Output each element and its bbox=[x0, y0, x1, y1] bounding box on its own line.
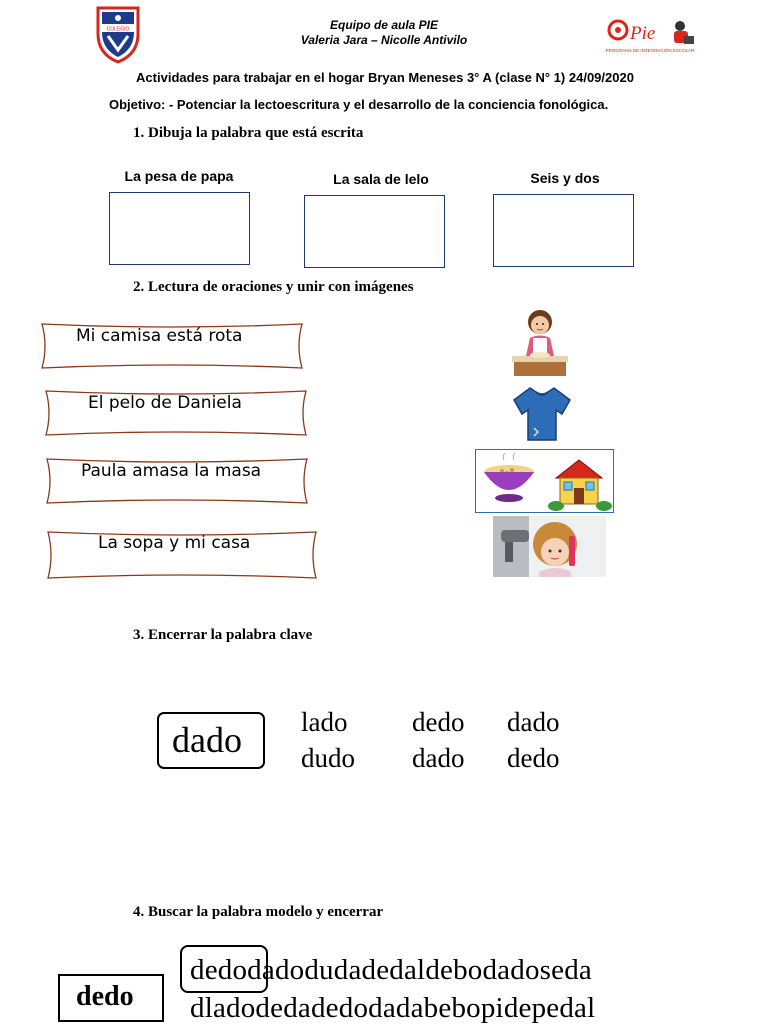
girl-hair-image[interactable] bbox=[493, 516, 606, 577]
school-crest bbox=[94, 4, 142, 64]
draw-item-label: La pesa de papa bbox=[124, 168, 234, 184]
pie-logo bbox=[606, 16, 702, 56]
option-word[interactable]: dudo bbox=[301, 743, 355, 773]
sequence-rest: dadodudadedaldebodadoseda bbox=[247, 954, 592, 986]
key-word: dado bbox=[172, 720, 242, 760]
shirt-image[interactable] bbox=[512, 384, 572, 444]
letter-sequence-line1[interactable] bbox=[190, 954, 592, 987]
logo-caption: PROGRAMA DE INTEGRACIÓN ESCOLAR bbox=[606, 48, 695, 53]
draw-box[interactable] bbox=[304, 195, 445, 268]
section2-title: 2. Lectura de oraciones y unir con imágenes bbox=[133, 279, 414, 295]
draw-item-label: La sala de lelo bbox=[333, 171, 429, 187]
section3-title: 3. Encerrar la palabra clave bbox=[133, 627, 313, 643]
model-word: dedo bbox=[76, 981, 134, 1012]
crest-text: COLEGIO bbox=[106, 26, 130, 33]
draw-box[interactable] bbox=[109, 192, 250, 265]
draw-item-label: Seis y dos bbox=[530, 170, 600, 186]
circled-word: dedo bbox=[190, 954, 248, 986]
soup-and-house-image[interactable] bbox=[475, 449, 614, 513]
draw-box[interactable] bbox=[493, 194, 634, 267]
section4-title: 4. Buscar la palabra modelo y encerrar bbox=[133, 904, 384, 920]
objective: Objetivo: - Potenciar la lectoescritura y el desarrollo de la conciencia fonológica. bbox=[109, 97, 609, 112]
team-names: Valeria Jara – Nicolle Antivilo bbox=[300, 33, 468, 47]
sentence-banner[interactable] bbox=[46, 530, 318, 580]
letter-sequence-line2[interactable]: dladodedadedodadabebopidepedal bbox=[190, 992, 596, 1024]
section1-title: 1. Dibuja la palabra que está escrita bbox=[133, 125, 364, 141]
sentence-text: Mi camisa está rota bbox=[76, 326, 243, 346]
sentence-banner[interactable] bbox=[40, 322, 304, 370]
logo-text: Pie bbox=[630, 23, 656, 44]
sentence-text: La sopa y mi casa bbox=[98, 533, 251, 553]
option-word[interactable]: dedo bbox=[507, 743, 560, 773]
activity-subtitle: Actividades para trabajar en el hogar Bryan Meneses 3° A (clase N° 1) 24/09/2020 bbox=[136, 70, 634, 85]
option-word[interactable]: dado bbox=[412, 743, 465, 773]
baker-image[interactable] bbox=[508, 308, 572, 378]
sentence-banner[interactable] bbox=[45, 457, 309, 505]
sentence-text: Paula amasa la masa bbox=[81, 461, 262, 481]
option-word[interactable]: dedo bbox=[412, 707, 465, 737]
sentence-text: El pelo de Daniela bbox=[88, 393, 242, 413]
option-word[interactable]: dado bbox=[507, 707, 560, 737]
team-header: Equipo de aula PIE bbox=[329, 18, 439, 32]
option-word[interactable]: lado bbox=[301, 707, 348, 737]
sentence-banner[interactable] bbox=[44, 389, 308, 437]
